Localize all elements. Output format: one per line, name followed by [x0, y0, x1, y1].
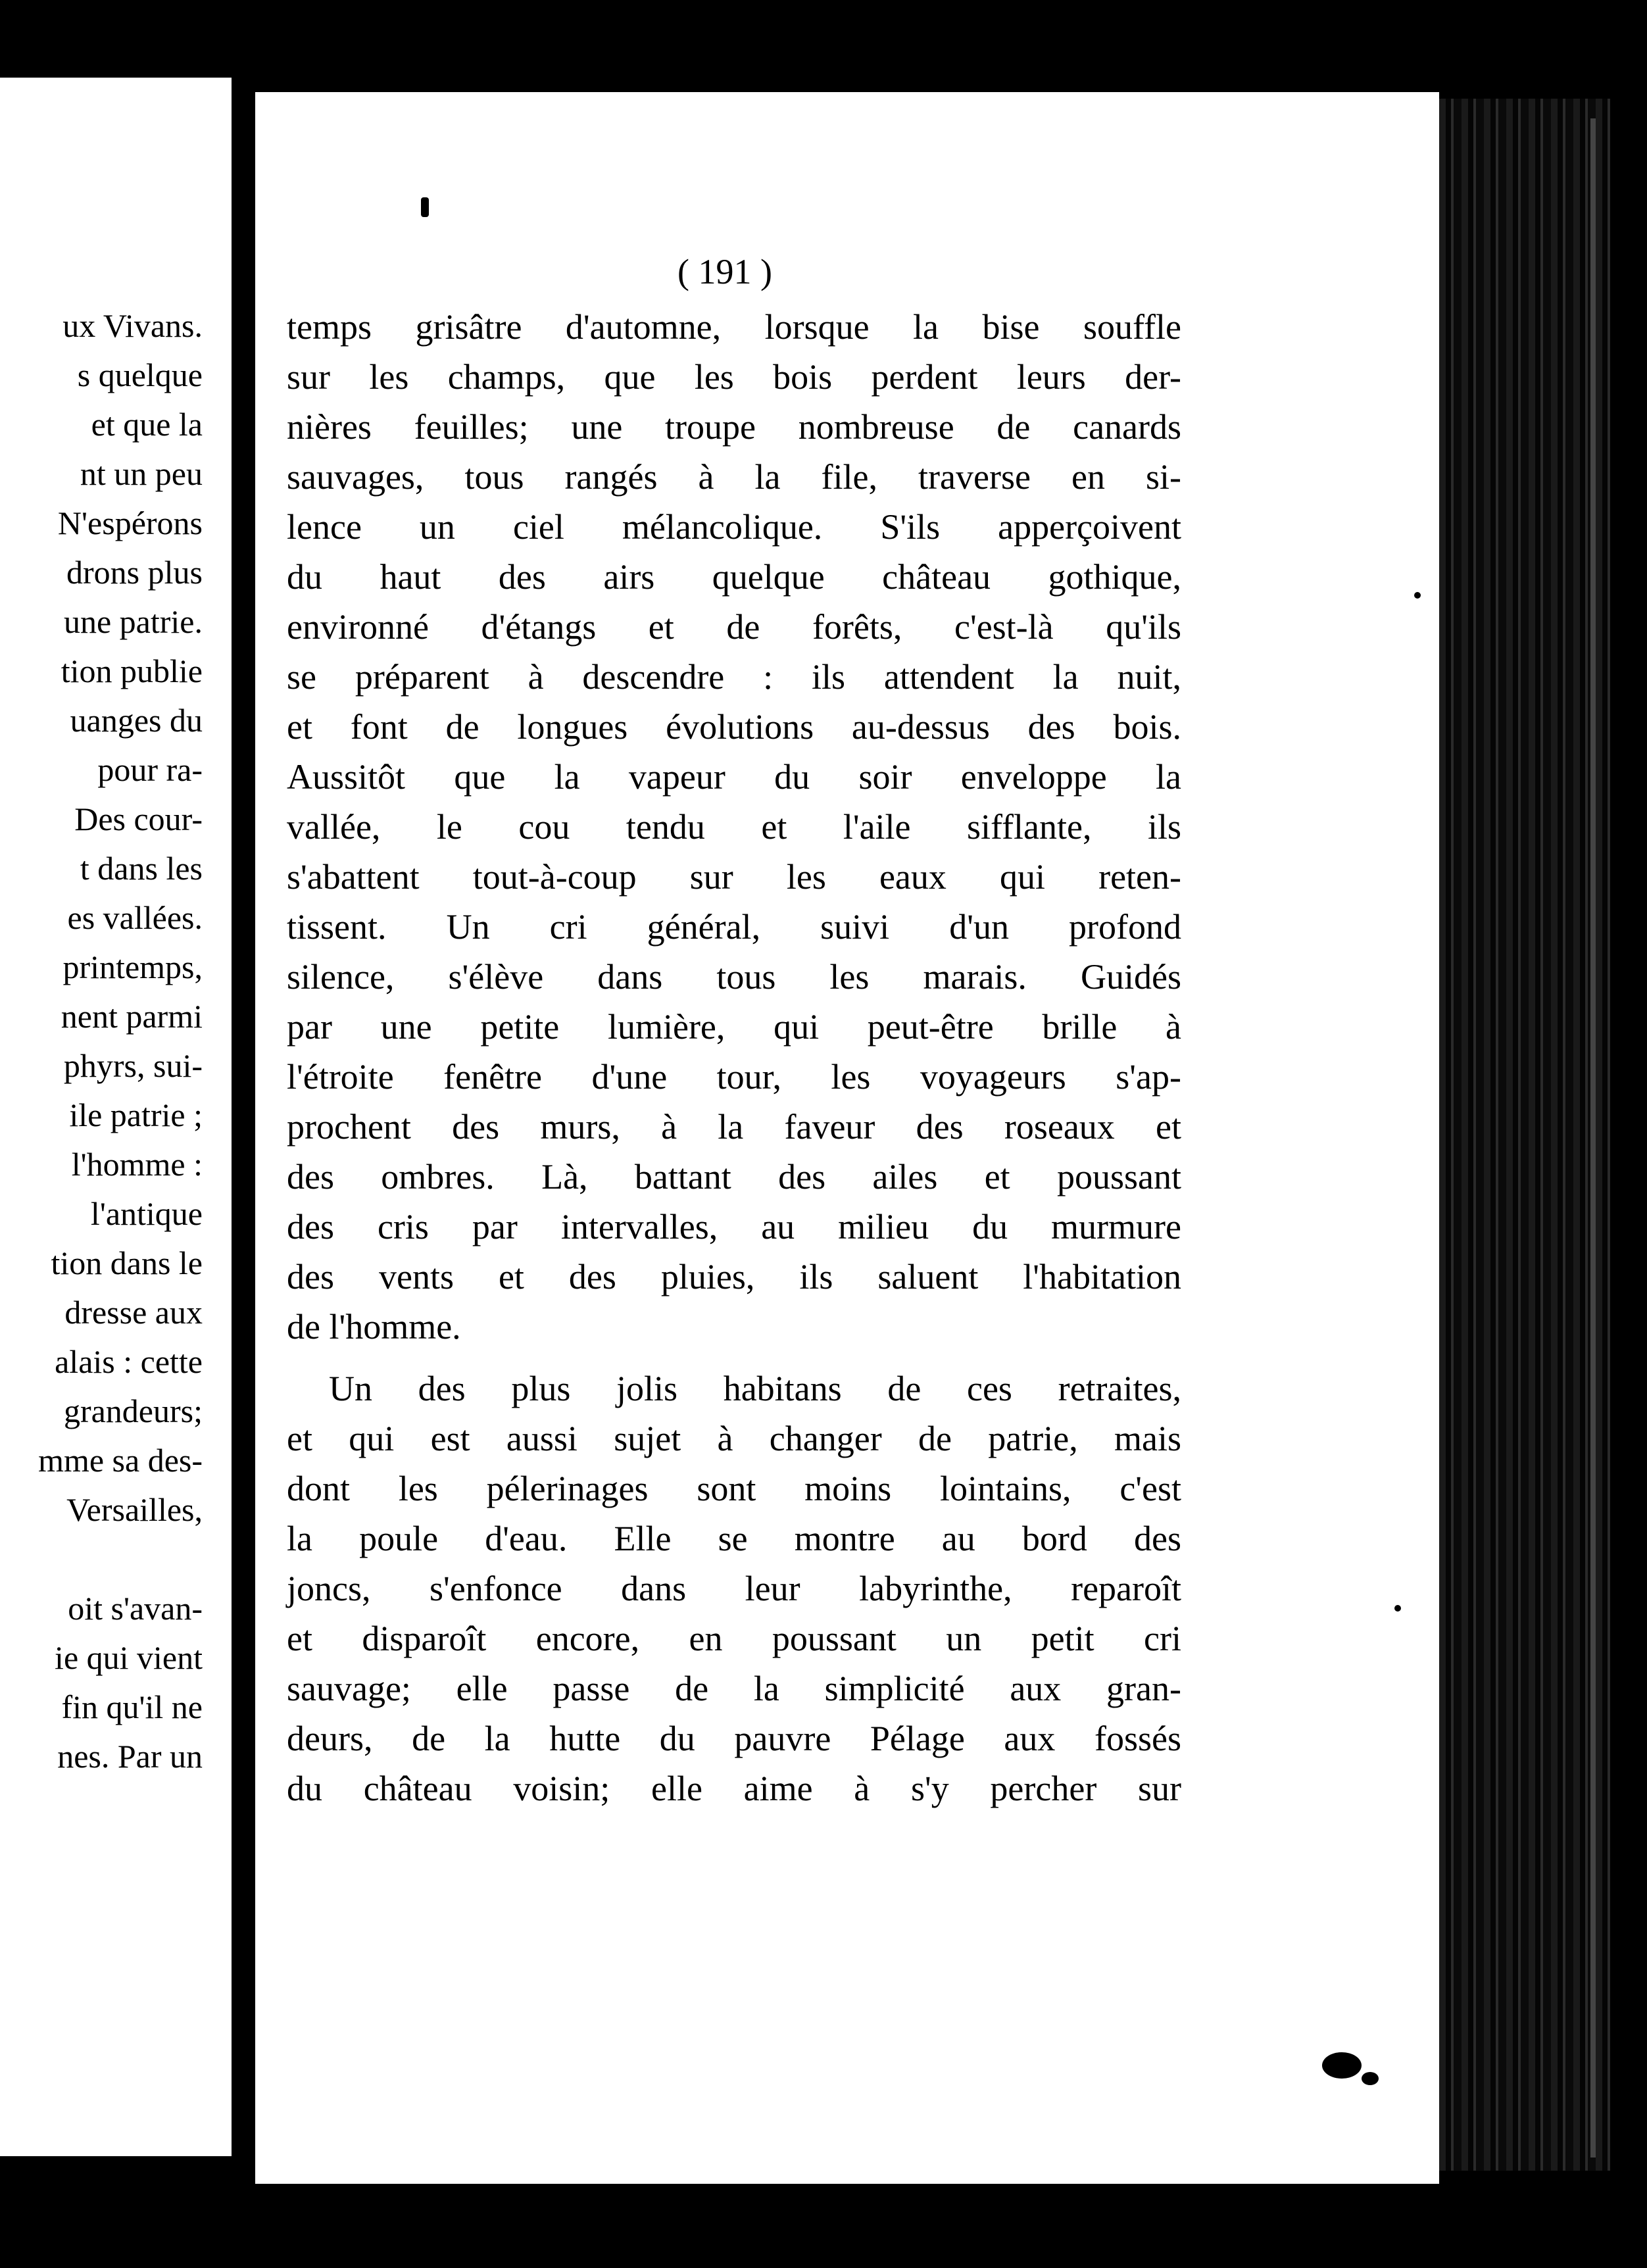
- left-line: oit s'avan-: [68, 1590, 203, 1627]
- left-line: tion dans le: [51, 1245, 203, 1281]
- left-line: et que la: [91, 406, 203, 443]
- ink-blot: [1362, 2072, 1379, 2085]
- left-line: fin qu'il ne: [61, 1689, 203, 1725]
- book-gutter: [232, 0, 255, 2268]
- body-line: temps grisâtre d'automne, lorsque la bise souffle: [287, 307, 1181, 347]
- body-line: tissent. Un cri général, suivi d'un profond: [287, 907, 1181, 947]
- body-line: lence un ciel mélancolique. S'ils apperçoivent: [287, 507, 1181, 547]
- left-line: uanges du: [70, 702, 203, 739]
- body-line: des vents et des pluies, ils saluent l'habitation: [287, 1257, 1181, 1296]
- body-line: et qui est aussi sujet à changer de patrie, mais: [287, 1419, 1181, 1458]
- body-line: du haut des airs quelque château gothique,: [287, 557, 1181, 597]
- body-line: des cris par intervalles, au milieu du murmure: [287, 1207, 1181, 1246]
- body-line: de l'homme.: [287, 1307, 461, 1346]
- left-line: nent parmi: [61, 998, 203, 1035]
- ink-blot: [1322, 2052, 1362, 2079]
- left-line: ile patrie ;: [69, 1097, 203, 1133]
- body-line: deurs, de la hutte du pauvre Pélage aux fossés: [287, 1719, 1181, 1758]
- page-number: ( 191 ): [677, 252, 772, 291]
- left-line: t dans les: [80, 850, 203, 887]
- left-line: N'espérons: [57, 505, 203, 541]
- left-line: printemps,: [62, 949, 203, 985]
- body-line: se préparent à descendre : ils attendent la nuit,: [287, 657, 1181, 697]
- body-line: l'étroite fenêtre d'une tour, les voyageurs s'ap-: [287, 1057, 1181, 1097]
- left-line: Versailles,: [66, 1491, 203, 1528]
- page-fore-edge: [1439, 99, 1610, 2171]
- page-fore-edge-highlight: [1590, 118, 1596, 2157]
- ink-speck: [1394, 1605, 1401, 1612]
- left-line: Des cour-: [74, 801, 203, 837]
- left-line: mme sa des-: [38, 1442, 203, 1479]
- body-line: sauvage; elle passe de la simplicité aux gran-: [287, 1669, 1181, 1708]
- body-line: la poule d'eau. Elle se montre au bord des: [287, 1519, 1181, 1558]
- ink-speck: [421, 197, 429, 217]
- left-line: dresse aux: [64, 1294, 203, 1331]
- left-line: nt un peu: [80, 455, 203, 492]
- body-line: dont les pélerinages sont moins lointains, c'est: [287, 1469, 1181, 1508]
- left-line: es vallées.: [67, 899, 203, 936]
- body-line: vallée, le cou tendu et l'aile sifflante, ils: [287, 807, 1181, 847]
- left-line: drons plus: [66, 554, 203, 591]
- left-line: alais : cette: [55, 1343, 203, 1380]
- left-line: phyrs, sui-: [63, 1047, 203, 1084]
- left-line: ux Vivans.: [62, 307, 203, 344]
- body-line: du château voisin; elle aime à s'y percher sur: [287, 1769, 1181, 1808]
- left-line: l'antique: [90, 1195, 203, 1232]
- body-line: sur les champs, que les bois perdent leurs der-: [287, 357, 1181, 397]
- body-line: et font de longues évolutions au-dessus des bois.: [287, 707, 1181, 747]
- body-line: joncs, s'enfonce dans leur labyrinthe, reparoît: [287, 1569, 1181, 1608]
- left-line: l'homme :: [71, 1146, 203, 1183]
- body-line: environné d'étangs et de forêts, c'est-là qu'ils: [287, 607, 1181, 647]
- body-line: prochent des murs, à la faveur des roseaux et: [287, 1107, 1181, 1146]
- left-line: nes. Par un: [57, 1738, 203, 1775]
- body-line: nières feuilles; une troupe nombreuse de canards: [287, 407, 1181, 447]
- body-line: et disparoît encore, en poussant un petit cri: [287, 1619, 1181, 1658]
- body-line: par une petite lumière, qui peut-être brille à: [287, 1007, 1181, 1047]
- left-line: pour ra-: [97, 751, 203, 788]
- body-line: Un des plus jolis habitans de ces retraites,: [329, 1369, 1181, 1408]
- body-line: sauvages, tous rangés à la file, traverse en si-: [287, 457, 1181, 497]
- left-line: grandeurs;: [63, 1393, 203, 1429]
- ink-speck: [1414, 592, 1421, 599]
- left-line: s quelque: [77, 357, 203, 393]
- left-page: [0, 78, 232, 2156]
- body-line: Aussitôt que la vapeur du soir enveloppe la: [287, 757, 1181, 797]
- body-line: silence, s'élève dans tous les marais. Guidés: [287, 957, 1181, 997]
- body-line: des ombres. Là, battant des ailes et poussant: [287, 1157, 1181, 1196]
- left-line: tion publie: [61, 653, 203, 689]
- left-line: une patrie.: [63, 603, 203, 640]
- left-line: ie qui vient: [55, 1639, 203, 1676]
- body-line: s'abattent tout-à-coup sur les eaux qui reten-: [287, 857, 1181, 897]
